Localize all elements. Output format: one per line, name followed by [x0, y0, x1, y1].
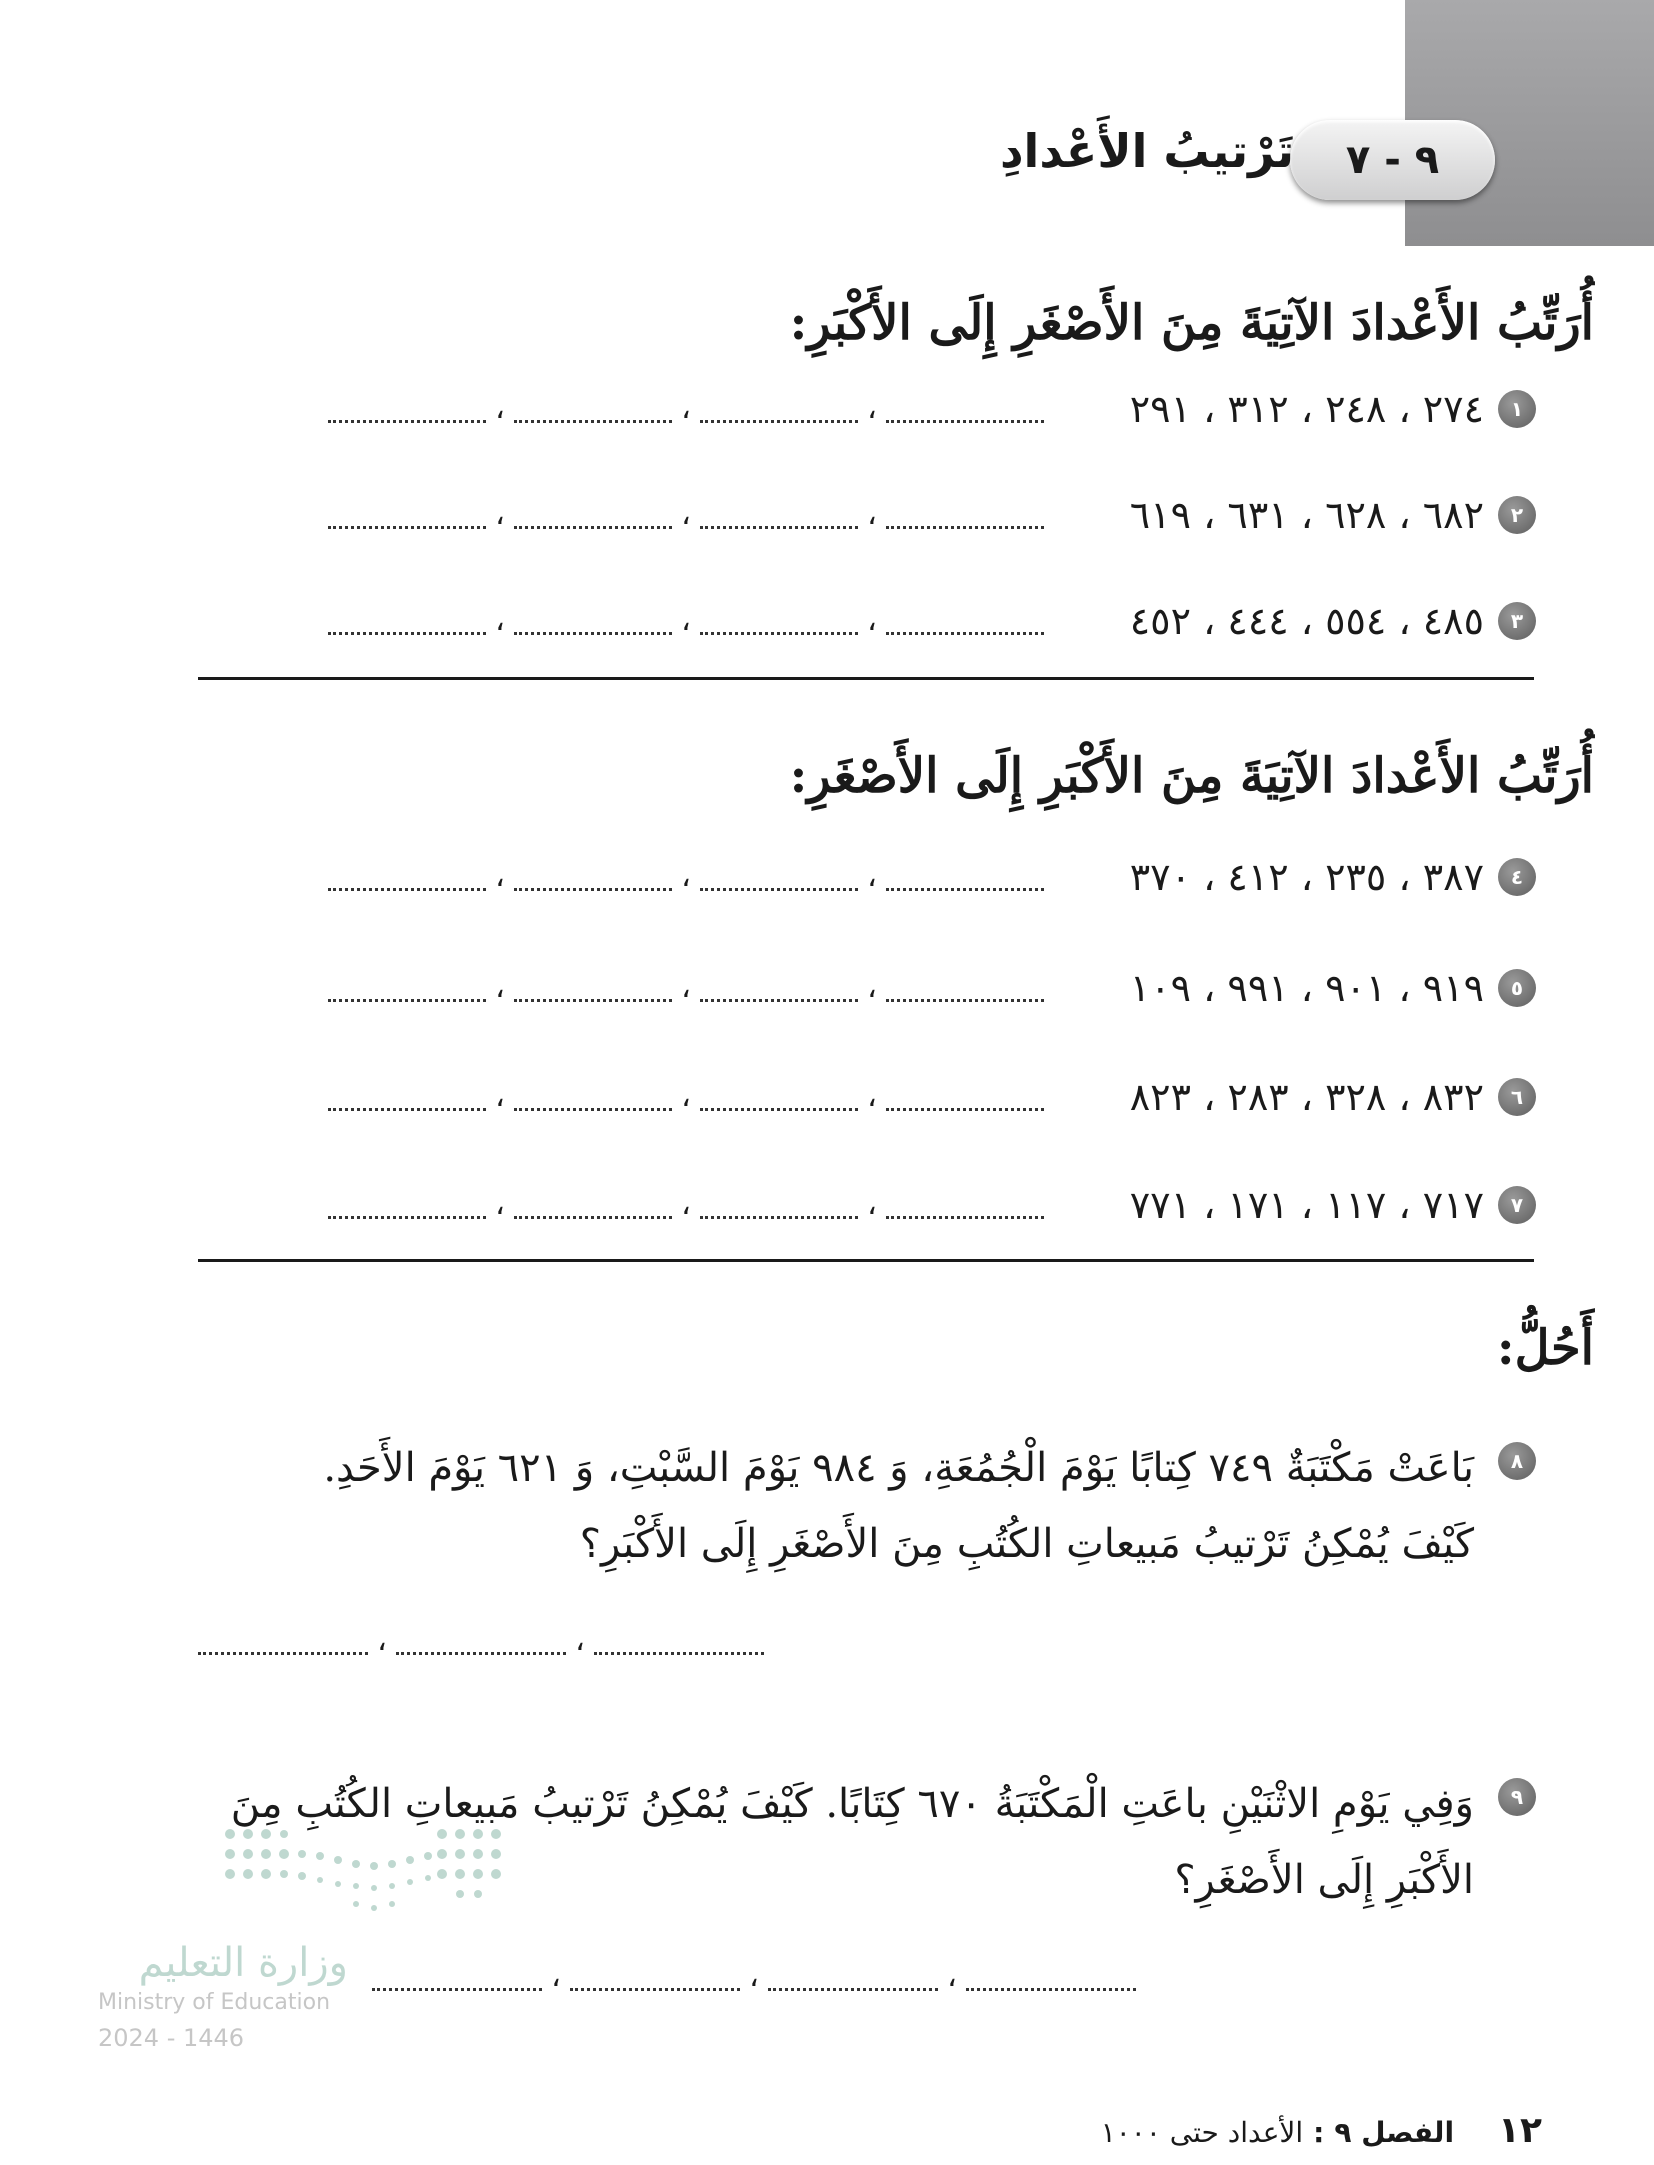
comma-separator: ،: [495, 391, 505, 426]
lesson-title: تَرْتيبُ الأَعْدادِ: [999, 124, 1294, 178]
section2-heading: أُرَتِّبُ الأَعْدادَ الآتِيَةَ مِنَ الأَكْبَرِ إِلَى الأَصْغَرِ:: [789, 748, 1594, 804]
answer-blank[interactable]: [700, 608, 858, 635]
answer-blank[interactable]: [886, 1192, 1044, 1219]
problem-line: وَفِي يَوْمِ الاثْنَيْنِ باعَتِ الْمَكْتَبَةُ ٦٧٠ كِتَابًا. كَيْفَ يُمْكِنُ تَرْتيبُ مَبيعاتِ الكُتُبِ مِنَ: [230, 1781, 1474, 1827]
exercise-row: [246, 1072, 1536, 1122]
answer-blank[interactable]: [700, 975, 858, 1002]
section-divider: [198, 1259, 1534, 1262]
answer-blanks: [198, 1623, 764, 1658]
exercise-row: [246, 1180, 1536, 1230]
comma-separator: ،: [749, 1959, 759, 1994]
comma-separator: ،: [867, 603, 877, 638]
answer-blank[interactable]: [700, 1192, 858, 1219]
answer-blank[interactable]: [514, 1192, 672, 1219]
exercise-values: ٣٨٧ ، ٢٣٥ ، ٤١٢ ، ٣٧٠: [1129, 855, 1484, 899]
problem-line: كَيْفَ يُمْكِنُ تَرْتيبُ مَبيعاتِ الكُتُبِ مِنَ الأَصْغَرِ إِلَى الأَكْبَرِ؟: [579, 1521, 1474, 1567]
chapter-label: الفصل ٩: [1334, 2116, 1455, 2149]
page-footer: [1101, 2110, 1542, 2151]
exercise-number-badge: ٣: [1498, 602, 1536, 640]
ministry-logo-icon: [222, 1824, 572, 1914]
comma-separator: ،: [681, 1079, 691, 1114]
exercise-values: ٨٣٢ ، ٣٢٨ ، ٢٨٣ ، ٨٢٣: [1129, 1075, 1484, 1119]
answer-blank[interactable]: [514, 396, 672, 423]
answer-blank[interactable]: [328, 502, 486, 529]
exercise-values: ٩١٩ ، ٩٠١ ، ٩٩١ ، ١٠٩: [1129, 966, 1484, 1010]
answer-blank[interactable]: [328, 1192, 486, 1219]
comma-separator: ،: [867, 497, 877, 532]
comma-separator: ،: [575, 1623, 585, 1658]
exercise-values: ٢٧٤ ، ٢٤٨ ، ٣١٢ ، ٢٩١: [1129, 387, 1484, 431]
answer-blank[interactable]: [328, 1084, 486, 1111]
problem-line: الأَكْبَرِ إِلَى الأَصْغَرِ؟: [1174, 1857, 1474, 1903]
comma-separator: ،: [681, 391, 691, 426]
answer-blanks: [328, 859, 1044, 894]
answer-blanks: [328, 970, 1044, 1005]
page-number: ١٢: [1498, 2110, 1542, 2151]
section1-heading: أُرَتِّبُ الأَعْدادَ الآتِيَةَ مِنَ الأَصْغَرِ إِلَى الأَكْبَرِ:: [789, 295, 1594, 351]
answer-blank[interactable]: [328, 608, 486, 635]
exercise-number-badge: ٤: [1498, 858, 1536, 896]
comma-separator: ،: [681, 859, 691, 894]
answer-blank[interactable]: [886, 1084, 1044, 1111]
ministry-year: 2024 - 1446: [98, 2024, 245, 2052]
problem-text: [323, 1430, 1474, 1582]
comma-separator: ،: [495, 859, 505, 894]
comma-separator: ،: [867, 970, 877, 1005]
exercise-number-badge: ٢: [1498, 496, 1536, 534]
answer-blanks: [372, 1959, 1136, 1994]
exercise-number-badge: ١: [1498, 390, 1536, 428]
exercise-number-badge: ٧: [1498, 1186, 1536, 1224]
answer-blank[interactable]: [514, 975, 672, 1002]
comma-separator: ،: [681, 497, 691, 532]
comma-separator: ،: [495, 603, 505, 638]
answer-blank[interactable]: [514, 608, 672, 635]
section-divider: [198, 677, 1534, 680]
comma-separator: ،: [681, 1187, 691, 1222]
comma-separator: ،: [867, 391, 877, 426]
answer-blank[interactable]: [328, 396, 486, 423]
answer-blanks: [328, 497, 1044, 532]
answer-blank[interactable]: [514, 864, 672, 891]
comma-separator: ،: [495, 1187, 505, 1222]
exercise-row: [246, 852, 1536, 902]
answer-blank[interactable]: [198, 1628, 368, 1655]
chapter-colon: :: [1313, 2116, 1325, 2149]
word-problem: [323, 1430, 1536, 1582]
chapter-name: الأعداد حتى ١٠٠٠: [1100, 2116, 1304, 2149]
answer-blank[interactable]: [328, 864, 486, 891]
exercise-row: [246, 384, 1536, 434]
comma-separator: ،: [551, 1959, 561, 1994]
exercise-row: [246, 963, 1536, 1013]
answer-blank[interactable]: [966, 1964, 1136, 1991]
answer-blank[interactable]: [700, 502, 858, 529]
answer-blank[interactable]: [396, 1628, 566, 1655]
ministry-name-english: Ministry of Education: [98, 1990, 331, 2015]
ministry-watermark: [98, 1824, 398, 2074]
exercise-number-badge: ٥: [1498, 969, 1536, 1007]
answer-blank[interactable]: [886, 396, 1044, 423]
answer-blank[interactable]: [886, 975, 1044, 1002]
answer-blank[interactable]: [594, 1628, 764, 1655]
answer-blank[interactable]: [514, 1084, 672, 1111]
lesson-number-badge: [1290, 120, 1495, 200]
answer-blank[interactable]: [886, 864, 1044, 891]
answer-blanks: [328, 391, 1044, 426]
lesson-number: ٩ - ٧: [1345, 137, 1440, 183]
section3-heading: أَحُلُّ:: [1496, 1320, 1594, 1376]
answer-blanks: [328, 603, 1044, 638]
comma-separator: ،: [947, 1959, 957, 1994]
comma-separator: ،: [867, 1079, 877, 1114]
answer-blank[interactable]: [700, 396, 858, 423]
answer-blank[interactable]: [328, 975, 486, 1002]
answer-blank[interactable]: [700, 864, 858, 891]
comma-separator: ،: [495, 1079, 505, 1114]
exercise-values: ٤٨٥ ، ٥٥٤ ، ٤٤٤ ، ٤٥٢: [1129, 599, 1484, 643]
answer-blank[interactable]: [514, 502, 672, 529]
exercise-number-badge: ٨: [1498, 1442, 1536, 1480]
answer-blank[interactable]: [768, 1964, 938, 1991]
answer-blanks: [328, 1079, 1044, 1114]
problem-line: بَاعَتْ مَكْتَبَةٌ ٧٤٩ كِتابًا يَوْمَ الْجُمُعَةِ، وَ ٩٨٤ يَوْمَ السَّبْتِ، وَ ٦٢١ يَوْمَ الأَحَدِ.: [323, 1445, 1474, 1491]
answer-blanks: [328, 1187, 1044, 1222]
comma-separator: ،: [377, 1623, 387, 1658]
exercise-values: ٦٨٢ ، ٦٢٨ ، ٦٣١ ، ٦١٩: [1129, 493, 1484, 537]
answer-blank[interactable]: [700, 1084, 858, 1111]
comma-separator: ،: [495, 497, 505, 532]
comma-separator: ،: [681, 603, 691, 638]
comma-separator: ،: [495, 970, 505, 1005]
exercise-number-badge: ٦: [1498, 1078, 1536, 1116]
ministry-name-arabic: وزارة التعليم: [138, 1940, 348, 1986]
exercise-values: ٧١٧ ، ١١٧ ، ١٧١ ، ٧٧١: [1129, 1183, 1484, 1227]
answer-blank[interactable]: [570, 1964, 740, 1991]
exercise-row: [246, 490, 1536, 540]
answer-blank[interactable]: [886, 502, 1044, 529]
answer-blank[interactable]: [886, 608, 1044, 635]
comma-separator: ،: [867, 1187, 877, 1222]
exercise-row: [246, 596, 1536, 646]
comma-separator: ،: [867, 859, 877, 894]
exercise-number-badge: ٩: [1498, 1778, 1536, 1816]
comma-separator: ،: [681, 970, 691, 1005]
